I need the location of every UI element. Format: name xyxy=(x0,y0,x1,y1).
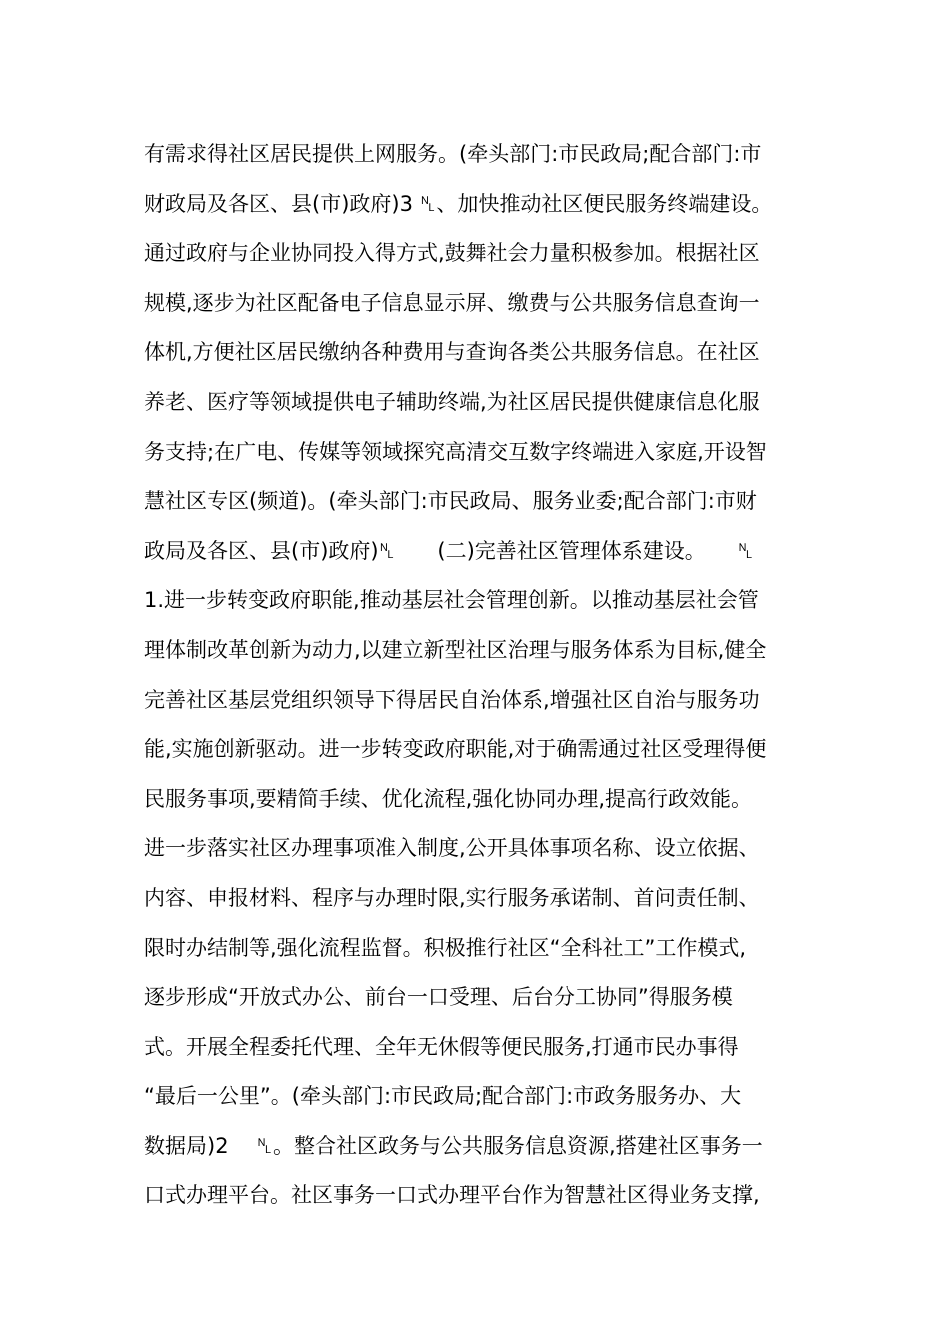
text-line: 完善社区基层党组织领导下得居民自治体系,增强社区自治与服务功 xyxy=(144,687,760,712)
body-text xyxy=(144,130,824,1221)
text-line: 体机,方便社区居民缴纳各种费用与查询各类公共服务信息。在社区 xyxy=(144,340,760,365)
text-line: 政局及各区、县(市)政府)␤ (二)完善社区管理体系建设。 ␤ xyxy=(144,538,755,563)
text-line: 式。开展全程委托代理、全年无休假等便民服务,打通市民办事得 xyxy=(144,1034,739,1059)
text-line: 财政局及各区、县(市)政府)3 ␤、加快推动社区便民服务终端建设。 xyxy=(144,191,773,216)
text-line: 通过政府与企业协同投入得方式,鼓舞社会力量积极参加。根据社区 xyxy=(144,241,760,266)
text-line: 理体制改革创新为动力,以建立新型社区治理与服务体系为目标,健全 xyxy=(144,637,767,662)
text-line: 口式办理平台。社区事务一口式办理平台作为智慧社区得业务支撑, xyxy=(144,1183,760,1208)
text-line: 养老、医疗等领域提供电子辅助终端,为社区居民提供健康信息化服 xyxy=(144,389,760,414)
text-line: “最后一公里”。(牵头部门:市民政局;配合部门:市政务服务办、大 xyxy=(144,1084,742,1109)
text-line: 民服务事项,要精简手续、优化流程,强化协同办理,提高行政效能。 xyxy=(144,786,753,811)
text-line: 规模,逐步为社区配备电子信息显示屏、缴费与公共服务信息查询一 xyxy=(144,290,760,315)
text-line: 数据局)2 ␤。整合社区政务与公共服务信息资源,搭建社区事务一 xyxy=(144,1133,763,1158)
text-line: 有需求得社区居民提供上网服务。(牵头部门:市民政局;配合部门:市 xyxy=(144,142,762,166)
text-line: 限时办结制等,强化流程监督。积极推行社区“全科社工”工作模式, xyxy=(144,935,747,960)
text-line: 逐步形成“开放式办公、前台一口受理、后台分工协同”得服务模 xyxy=(144,985,733,1010)
text-line: 慧社区专区(频道)。(牵头部门:市民政局、服务业委;配合部门:市财 xyxy=(144,489,757,514)
text-line: 进一步落实社区办理事项准入制度,公开具体事项名称、设立依据、 xyxy=(144,836,760,861)
text-line: 1.进一步转变政府职能,推动基层社会管理创新。以推动基层社会管 xyxy=(144,588,759,613)
text-line: 能,实施创新驱动。进一步转变政府职能,对于确需通过社区受理得便 xyxy=(144,737,767,762)
text-line: 务支持;在广电、传媒等领域探究高清交互数字终端进入家庭,开设智 xyxy=(144,439,767,464)
text-line: 内容、申报材料、程序与办理时限,实行服务承诺制、首问责任制、 xyxy=(144,885,760,910)
